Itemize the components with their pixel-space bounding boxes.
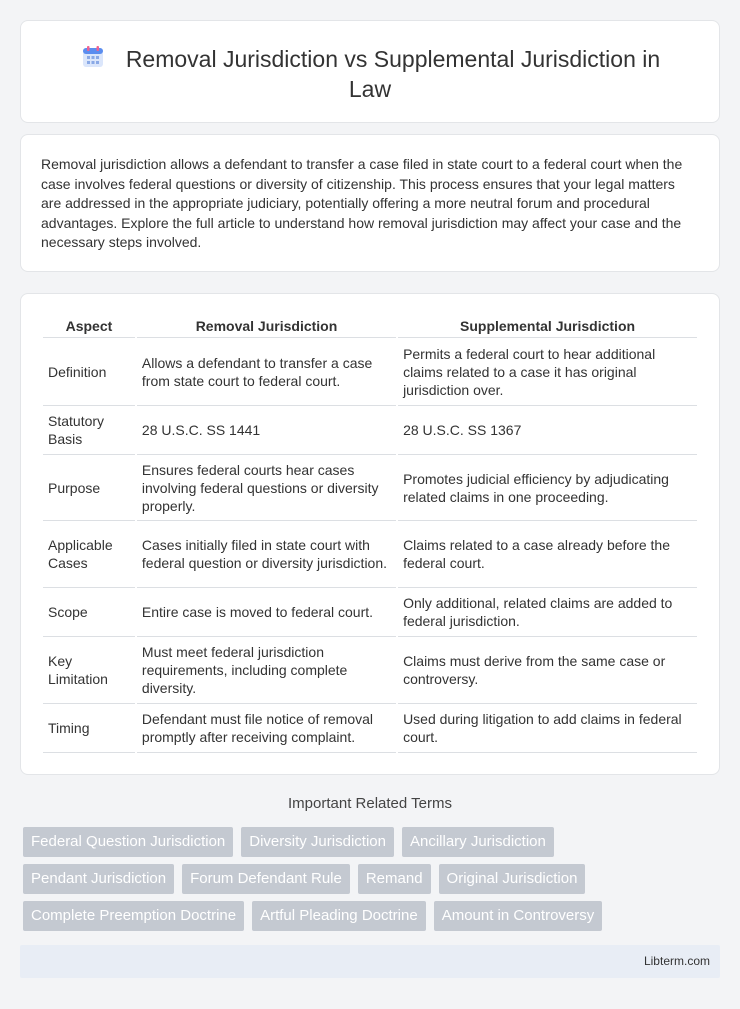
term-tag[interactable]: Federal Question Jurisdiction: [23, 827, 233, 857]
term-tag[interactable]: Artful Pleading Doctrine: [252, 901, 426, 931]
aspect-cell: Applicable Cases: [43, 521, 135, 588]
header-card: [20, 20, 720, 123]
removal-cell: Entire case is moved to federal court.: [137, 588, 396, 637]
table-row: [43, 455, 697, 521]
supplemental-cell: 28 U.S.C. SS 1367: [398, 406, 697, 455]
term-row: [23, 827, 723, 857]
comparison-card: [20, 293, 720, 775]
removal-cell: Allows a defendant to transfer a case from state court to federal court.: [137, 338, 396, 406]
table-row: [43, 521, 697, 588]
removal-cell: Must meet federal jurisdiction requirements, including complete diversity.: [137, 637, 396, 704]
aspect-cell: Timing: [43, 704, 135, 753]
title-line-2: Law: [348, 76, 392, 102]
term-tag[interactable]: Pendant Jurisdiction: [23, 864, 174, 894]
table-header-row: [43, 316, 697, 338]
term-row: [23, 864, 723, 894]
supplemental-cell: Claims must derive from the same case or controversy.: [398, 637, 697, 704]
term-tag[interactable]: Diversity Jurisdiction: [241, 827, 394, 857]
aspect-cell: Key Limitation: [43, 637, 135, 704]
footer-site-link[interactable]: Libterm.com: [643, 954, 710, 968]
removal-cell: Defendant must file notice of removal promptly after receiving complaint.: [137, 704, 396, 753]
header-aspect: Aspect: [43, 316, 135, 338]
header-supplemental: Supplemental Jurisdiction: [398, 316, 697, 338]
table-row: [43, 637, 697, 704]
intro-paragraph: Removal jurisdiction allows a defendant to transfer a case filed in state court to a federal court when the case involves federal questions or diversity of citizenship. This process ensures that your legal matters are addressed in the appropriate judiciary, potentially offering a more neutral forum and procedural advantages. Explore the full article to understand how removal jurisdiction may affect your case and the necessary steps involved.: [41, 156, 683, 250]
removal-cell: Ensures federal courts hear cases involving federal questions or diversity properly.: [137, 455, 396, 521]
term-tag[interactable]: Remand: [358, 864, 431, 894]
removal-cell: 28 U.S.C. SS 1441: [137, 406, 396, 455]
supplemental-cell: Claims related to a case already before the federal court.: [398, 521, 697, 588]
term-tag[interactable]: Amount in Controversy: [434, 901, 603, 931]
aspect-cell: Purpose: [43, 455, 135, 521]
title-line-1: Removal Jurisdiction vs Supplemental Jurisdiction in: [125, 46, 661, 72]
comparison-table: [41, 316, 699, 753]
term-tag[interactable]: Original Jurisdiction: [439, 864, 586, 894]
table-row: [43, 588, 697, 637]
aspect-cell: Statutory Basis: [43, 406, 135, 455]
supplemental-cell: Used during litigation to add claims in federal court.: [398, 704, 697, 753]
aspect-cell: Scope: [43, 588, 135, 637]
removal-cell: Cases initially filed in state court with federal question or diversity jurisdiction.: [137, 521, 396, 588]
related-terms: [23, 827, 723, 938]
supplemental-cell: Permits a federal court to hear additional claims related to a case it has original jurisdiction over.: [398, 338, 697, 406]
term-tag[interactable]: Complete Preemption Doctrine: [23, 901, 244, 931]
term-tag[interactable]: Forum Defendant Rule: [182, 864, 350, 894]
supplemental-cell: Only additional, related claims are added to federal jurisdiction.: [398, 588, 697, 637]
header-removal: Removal Jurisdiction: [137, 316, 396, 338]
intro-card: [20, 134, 720, 272]
table-row: [43, 338, 697, 406]
footer: [20, 945, 720, 978]
calendar-icon: [80, 44, 106, 70]
page-title: [21, 44, 719, 104]
table-row: [43, 406, 697, 455]
table-row: [43, 704, 697, 753]
term-tag[interactable]: Ancillary Jurisdiction: [402, 827, 554, 857]
supplemental-cell: Promotes judicial efficiency by adjudicating related claims in one proceeding.: [398, 455, 697, 521]
aspect-cell: Definition: [43, 338, 135, 406]
term-row: [23, 901, 723, 931]
related-terms-heading: Important Related Terms: [288, 795, 452, 812]
